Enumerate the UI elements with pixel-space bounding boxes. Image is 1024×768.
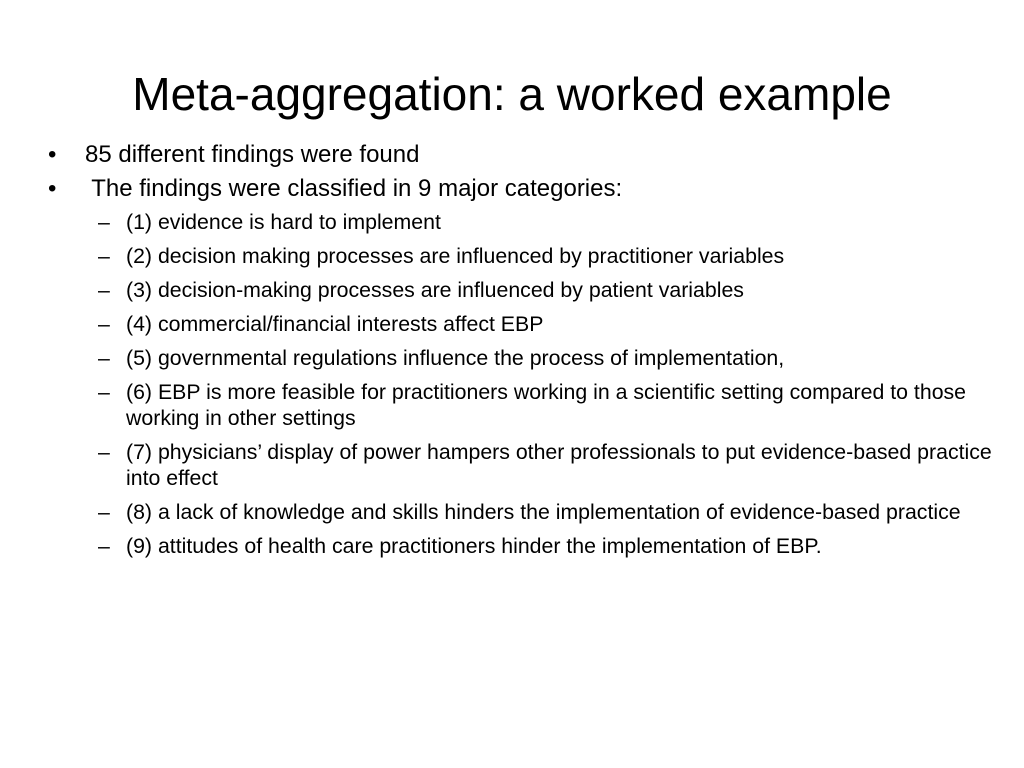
bullet-list — [48, 140, 998, 559]
category-text: (5) governmental regulations influence the process of implementation, — [126, 346, 785, 370]
bullet-marker: • — [48, 141, 57, 168]
slide-content — [48, 140, 998, 567]
category-text: (9) attitudes of health care practitioners hinder the implementation of EBP. — [126, 534, 822, 558]
bullet-item — [48, 140, 998, 169]
category-text: (3) decision-making processes are influenced by patient variables — [126, 278, 744, 302]
slide-title: Meta-aggregation: a worked example — [132, 68, 892, 120]
dash-marker: – — [98, 312, 110, 336]
bullet-text: 85 different findings were found — [85, 141, 420, 168]
category-text: (6) EBP is more feasible for practitioners working in a scientific setting compared to those working in other settings — [126, 380, 967, 430]
category-item — [48, 345, 998, 371]
category-text: (1) evidence is hard to implement — [126, 210, 441, 234]
dash-marker: – — [98, 500, 110, 524]
dash-marker: – — [98, 534, 110, 558]
bullet-marker: • — [48, 175, 57, 202]
category-item — [48, 311, 998, 337]
bullet-item — [48, 174, 998, 559]
dash-marker: – — [98, 380, 110, 404]
category-item — [48, 499, 998, 525]
category-text: (4) commercial/financial interests affect EBP — [126, 312, 544, 336]
category-item — [48, 209, 998, 235]
dash-marker: – — [98, 244, 110, 268]
category-text: (8) a lack of knowledge and skills hinders the implementation of evidence-based practice — [126, 500, 961, 524]
category-list — [48, 209, 998, 559]
category-item — [48, 439, 998, 491]
category-text: (2) decision making processes are influenced by practitioner variables — [126, 244, 785, 268]
category-item — [48, 277, 998, 303]
dash-marker: – — [98, 210, 110, 234]
category-item — [48, 243, 998, 269]
category-item — [48, 533, 998, 559]
dash-marker: – — [98, 278, 110, 302]
dash-marker: – — [98, 346, 110, 370]
bullet-text: The findings were classified in 9 major categories: — [85, 175, 623, 202]
dash-marker: – — [98, 440, 110, 464]
category-text: (7) physicians’ display of power hampers other professionals to put evidence-based practice into effect — [126, 440, 992, 490]
category-item — [48, 379, 998, 431]
